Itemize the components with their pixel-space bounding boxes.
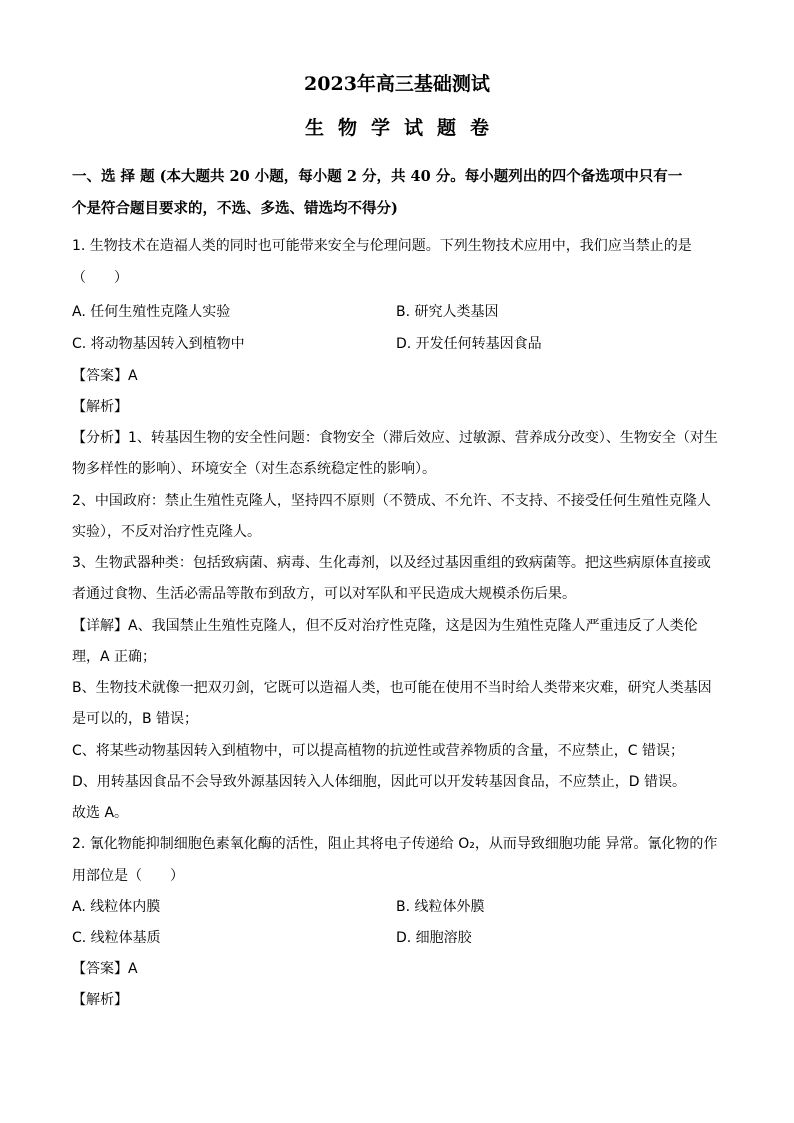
q2-answer: 【答案】A	[72, 961, 138, 977]
section-heading-line-2: 个是符合题目要求的，不选、多选、错选均不得分)	[72, 200, 398, 217]
q2-analysis-label: 【解析】	[72, 992, 128, 1008]
q2-stem-line-2: 用部位是（ ）	[72, 868, 184, 884]
exam-title: 2023年高三基础测试	[304, 73, 490, 95]
q1-detail-line: 是可以的，B 错误；	[72, 711, 199, 727]
q2-option-d: D. 细胞溶胶	[396, 930, 472, 946]
q1-stem-line-2: （ ）	[72, 270, 128, 286]
q1-analysis-line: 实验），不反对治疗性克隆人。	[72, 524, 261, 540]
q2-option-a: A. 线粒体内膜	[72, 899, 161, 915]
q1-analysis-line: 【分析】1、转基因生物的安全性问题：食物安全（滞后效应、过敏源、营养成分改变）、生物安全（对生	[72, 430, 718, 446]
q1-stem-line-1: 1. 生物技术在造福人类的同时也可能带来安全与伦理问题。下列生物技术应用中，我们应当禁止的是	[72, 238, 692, 254]
q1-detail-line: B、生物技术就像一把双刃剑，它既可以造福人类，也可能在使用不当时给人类带来灾难，研究人类基因	[72, 680, 712, 696]
q1-conclusion: 故选 A。	[72, 805, 129, 821]
q1-detail-line: 理，A 正确；	[72, 649, 157, 665]
q2-option-c: C. 线粒体基质	[72, 930, 161, 946]
q1-option-d: D. 开发任何转基因食品	[396, 336, 542, 352]
q1-detail-line: 【详解】A、我国禁止生殖性克隆人，但不反对治疗性克隆，这是因为生殖性克隆人严重违反了人类伦	[72, 618, 698, 634]
q1-answer: 【答案】A	[72, 368, 138, 384]
q1-analysis-line: 3、生物武器种类：包括致病菌、病毒、生化毒剂，以及经过基因重组的致病菌等。把这些病原体直接或	[72, 555, 711, 571]
q1-analysis-line: 者通过食物、生活必需品等散布到敌方，可以对军队和平民造成大规模杀伤后果。	[72, 586, 576, 602]
q2-stem-line-1: 2. 氰化物能抑制细胞色素氧化酶的活性，阻止其将电子传递给 O₂，从而导致细胞功能 异常。氰化物的作	[72, 836, 718, 852]
section-heading-line-1: 一、选 择 题 (本大题共 20 小题，每小题 2 分，共 40 分。每小题列出的四个备选项中只有一	[72, 168, 683, 185]
q1-detail-line: D、用转基因食品不会导致外源基因转入人体细胞，因此可以开发转基因食品，不应禁止，D 错误。	[72, 774, 687, 790]
q1-analysis-line: 物多样性的影响）、环境安全（对生态系统稳定性的影响）。	[72, 461, 436, 477]
exam-subtitle: 生物学试题卷	[304, 117, 503, 139]
q1-detail-line: C、将某些动物基因转入到植物中，可以提高植物的抗逆性或营养物质的含量，不应禁止，C 错误；	[72, 743, 684, 759]
q1-analysis-line: 2、中国政府：禁止生殖性克隆人，坚持四不原则（不赞成、不允许、不支持、不接受任何生殖性克隆人	[72, 493, 711, 509]
q1-option-a: A. 任何生殖性克隆人实验	[72, 304, 231, 320]
q1-option-b: B. 研究人类基因	[396, 304, 499, 320]
q1-option-c: C. 将动物基因转入到植物中	[72, 336, 245, 352]
q2-option-b: B. 线粒体外膜	[396, 899, 485, 915]
q1-analysis-label: 【解析】	[72, 399, 128, 415]
